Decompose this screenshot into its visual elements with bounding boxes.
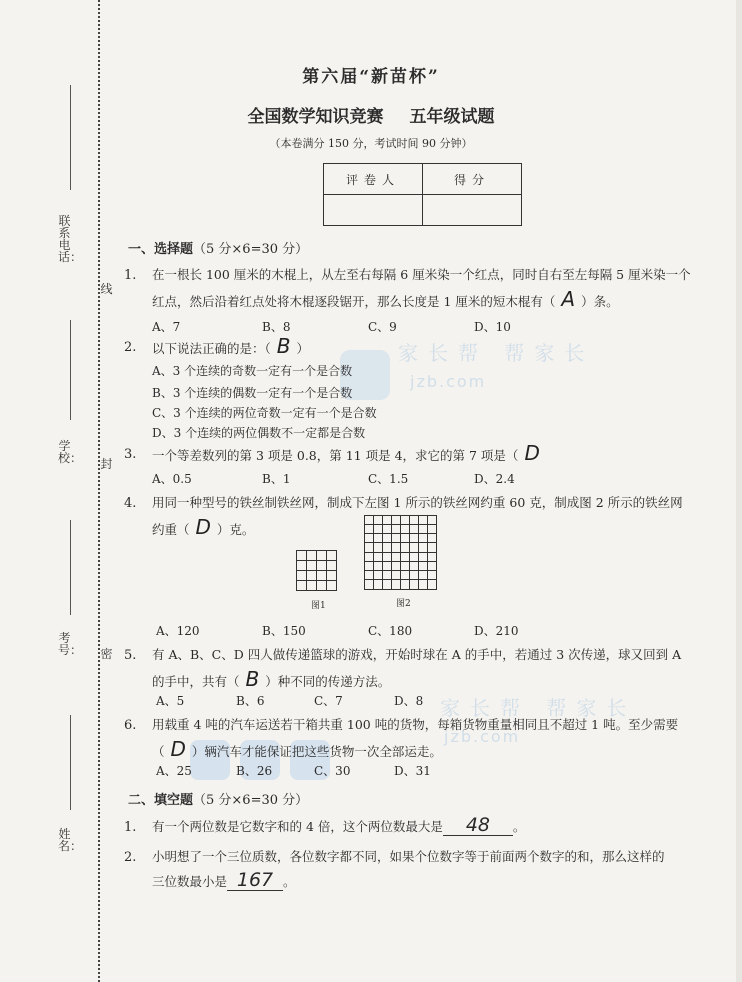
- f2-line1: 小明想了一个三位质数，各位数字都不同，如果个位数字等于前面两个数字的和，那么这样的: [152, 849, 665, 864]
- name-line: [70, 715, 71, 810]
- q4-option-a: A、120: [156, 624, 200, 638]
- q2-answer: B: [276, 334, 291, 358]
- score-table: [323, 163, 522, 226]
- q4-option-d: D、210: [474, 624, 519, 638]
- section2-title: 二、填空题: [128, 793, 194, 808]
- section2-heading: [128, 789, 308, 808]
- q6-option-d: D、31: [394, 764, 431, 778]
- q2-number: 2.: [124, 340, 137, 355]
- bind-char-seal: 封: [100, 457, 113, 471]
- q4-option-c: C、180: [368, 624, 413, 638]
- score-col-score: 得分: [423, 164, 522, 195]
- q2-option-c: C、3 个连续的两位奇数一定有一个是合数: [152, 406, 377, 420]
- q1-option-b: B、8: [262, 320, 291, 334]
- exam-no-line: [70, 520, 71, 615]
- q6-answer: D: [170, 737, 186, 761]
- f1-number: 1.: [124, 820, 137, 835]
- subtitle-left: 全国数学知识竞赛: [247, 107, 384, 127]
- q4-answer: D: [195, 515, 211, 539]
- q5-number: 5.: [124, 648, 137, 663]
- watermark-url-2: jzb.com: [444, 727, 521, 746]
- q6-text: [152, 712, 712, 764]
- q5-option-d: D、8: [394, 694, 424, 708]
- q1-line1: 在一根长 100 厘米的木棍上，从左至右每隔 6 厘米染一个红点，同时自右至左每隔 5 厘米染一个: [152, 267, 691, 282]
- name-label: 姓名：: [58, 827, 83, 853]
- score-cell-grader: [324, 195, 423, 226]
- q6-number: 6.: [124, 718, 137, 733]
- exam-subtitle: [0, 102, 742, 127]
- figure-2-grid: [364, 515, 438, 591]
- figure-1-label: 图1: [311, 601, 326, 611]
- f2-number: 2.: [124, 850, 137, 865]
- figure-2-label: 图2: [396, 599, 411, 609]
- q1-line2: 红点，然后沿着红点处将木棍逐段锯开，那么长度是 1 厘米的短木棍有（ A ）条。: [152, 287, 619, 311]
- q6-line2: （ D ）辆汽车才能保证把这些货物一次全部运走。: [152, 737, 442, 761]
- q6-option-b: B、26: [236, 764, 273, 778]
- q3-option-b: B、1: [262, 472, 291, 486]
- f2-answer: 167: [227, 870, 283, 891]
- figure-1-grid: [296, 550, 338, 592]
- q3-answer: D: [524, 441, 540, 465]
- q3-option-c: C、1.5: [368, 472, 409, 486]
- q3-option-a: A、0.5: [152, 472, 192, 486]
- q3-option-d: D、2.4: [474, 472, 515, 486]
- q2-option-a: A、3 个连续的奇数一定有一个是合数: [152, 364, 353, 378]
- f2-text: [152, 844, 712, 894]
- score-cell-score: [423, 195, 522, 226]
- q5-line2: 的手中，共有（ B ）种不同的传递方法。: [152, 667, 391, 691]
- school-line: [70, 320, 71, 420]
- exam-title: 第六届“新苗杯”: [302, 67, 440, 87]
- section2-score: （5 分×6=30 分）: [193, 793, 309, 808]
- q4-line2: 约重（ D ）克。: [152, 515, 255, 539]
- q6-line1: 用载重 4 吨的汽车运送若干箱共重 100 吨的货物，每箱货物重量相同且不超过 1 吨。至少需要: [152, 717, 679, 732]
- q1-option-c: C、9: [368, 320, 397, 334]
- q5-option-b: B、6: [236, 694, 265, 708]
- score-col-grader: 评卷人: [324, 164, 423, 195]
- exam-no-label: 考号：: [58, 631, 83, 657]
- q5-option-a: A、5: [156, 694, 185, 708]
- q3-number: 3.: [124, 447, 137, 462]
- bind-char-secret: 密: [100, 647, 113, 661]
- f2-line2: 三位数最小是 167 。: [152, 869, 296, 891]
- q4-option-b: B、150: [262, 624, 306, 638]
- phone-label: 联系电话：: [58, 214, 83, 264]
- section1-title: 一、选择题: [128, 242, 194, 257]
- q2-option-d: D、3 个连续的两位偶数不一定都是合数: [152, 426, 366, 440]
- watermark-text: 家长帮 帮家长: [398, 341, 595, 365]
- q5-line1: 有 A、B、C、D 四人做传递篮球的游戏，开始时球在 A 的手中，若通过 3 次传递，球又回到 A: [152, 647, 682, 662]
- q1-text: [152, 262, 712, 314]
- q4-number: 4.: [124, 496, 137, 511]
- q1-option-d: D、10: [474, 320, 511, 334]
- f1-text: 有一个两位数是它数字和的 4 倍，这个两位数最大是 48 。: [152, 814, 526, 836]
- q5-text: [152, 642, 712, 694]
- q2-text: 以下说法正确的是：（ B ）: [152, 334, 310, 358]
- q2-option-b: B、3 个连续的偶数一定有一个是合数: [152, 386, 353, 400]
- watermark-text-2: 家长帮 帮家长: [440, 696, 637, 720]
- bind-char-line: 线: [100, 282, 113, 296]
- school-label: 学校：: [58, 439, 83, 465]
- q1-number: 1.: [124, 268, 137, 283]
- q4-line1: 用同一种型号的铁丝制铁丝网，制成下左图 1 所示的铁丝网约重 60 克，制成图 2 所示的铁丝网: [152, 495, 683, 510]
- subtitle-right: 五年级试题: [409, 107, 495, 127]
- f1-answer: 48: [443, 815, 513, 836]
- q3-text: 一个等差数列的第 3 项是 0.8，第 11 项是 4，求它的第 7 项是（ D: [152, 441, 540, 465]
- q1-option-a: A、7: [152, 320, 181, 334]
- exam-note: （本卷满分 150 分，考试时间 90 分钟）: [269, 137, 473, 150]
- q6-option-c: C、30: [314, 764, 351, 778]
- q1-answer: A: [561, 287, 576, 311]
- section1-score: （5 分×6=30 分）: [193, 242, 309, 257]
- section1-heading: [128, 238, 308, 257]
- q6-option-a: A、25: [156, 764, 192, 778]
- q5-answer: B: [245, 667, 260, 691]
- q5-option-c: C、7: [314, 694, 343, 708]
- watermark-url: jzb.com: [410, 372, 487, 391]
